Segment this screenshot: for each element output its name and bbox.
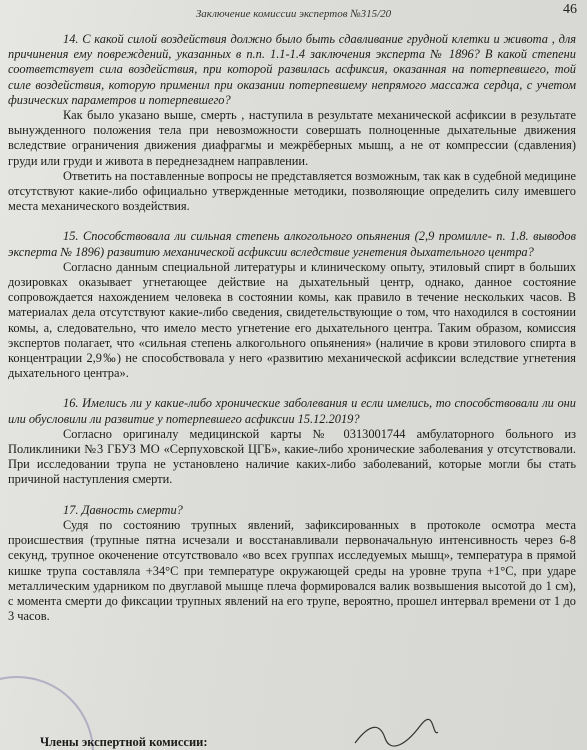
answer-14-paragraph-1: Как было указано выше, смерть , наступила в результате механической асфиксии в результате вынужденного положения тела при невозможности совершать полноценные дыхательные движения вследствие ограничения движения диафрагмы и межрёберных мышц, а не от компрессии (сдавления) груди или груди и живота в переднезаднем направлении. <box>8 108 576 168</box>
answer-16-paragraph-1: Согласно оригиналу медицинской карты № 0313001744 амбулаторного больного из Поликлиники №3 ГБУЗ МО «Серпуховской ЦГБ», какие-либо хронические заболевания у отсутствовали. При исследовании трупа не установлено наличие каких-либо заболеваний, которые могли бы стать причиной наступления смерти. <box>8 426 576 487</box>
document-body <box>8 32 576 624</box>
question-17: 17. Давность смерти? <box>63 502 183 517</box>
answer-17-paragraph-1: Судя по состоянию трупных явлений, зафиксированных в протоколе осмотра места происшествия (трупные пятна исчезали и восстанавливали первоначальную интенсивность через 6-8 секунд, трупное окоченение отсутствовало «во всех группах исследуемых мышц», температура в прямой кишке трупа составляла +34°С при температуре окружающей среды на уровне трупа +1°С, при ударе металлическим ударником по двуглавой мышце плеча формировался валик возвышения высотой до 1 см), с момента смерти до фиксации трупных явлений на его трупе, вероятно, прошел интервал времени от 1 до 3 часов. <box>8 517 576 624</box>
question-15: 15. Способствовала ли сильная степень алкогольного опьянения (2,9 промилле- п. 1.8. выводов эксперта № 1896) развитию механической асфиксии вследствие угнетения дыхательного центра? <box>8 229 576 259</box>
signatures-label: Члены экспертной комиссии: <box>40 735 208 749</box>
answer-14-paragraph-2: Ответить на поставленные вопросы не представляется возможным, так как в судебной медицине отсутствуют какие-либо официально утвержденные методики, позволяющие определить силу имевшего места механического воздействия. <box>8 168 576 214</box>
handwritten-signature <box>350 718 440 748</box>
page-number: 46 <box>563 2 577 17</box>
question-16: 16. Имелись ли у какие-либо хронические заболевания и если имелись, то способствовали ли они или обусловили ли развитие у потерпевшего асфиксии 15.12.2019? <box>8 396 576 426</box>
document-header: Заключение комиссии экспертов №315/20 <box>195 8 392 20</box>
question-14: 14. С какой силой воздействия должно было быть сдавливание грудной клетки и живота , для причинения ему повреждений, указанных в п.п. 1.1-1.4 заключения эксперта № 1896? В какой степени соответствует сила воздействия, при которой развилась асфиксия, оказанная на потерпевшего, той силе воздействия, которую применил при оказании потерпевшему непрямого массажа сердца, с учетом физических параметров и потерпевшего? <box>8 32 576 107</box>
answer-15-paragraph-1: Согласно данным специальной литературы и клиническому опыту, этиловый спирт в больших дозировках оказывает угнетающее действие на дыхательный центр, однако, данное состояние сопровождается нахождением человека в состоянии комы, как правило в течение нескольких часов. В материалах дела отсутствуют какие-либо сведения, свидетельствующие о том, что находился в состоянии комы, а, следовательно, что имело место угнетение его дыхательного центра. Таким образом, комиссия экспертов полагает, что «сильная степень алкогольного опьянения» (наличие в крови этилового спирта в концентрации 2,9‰) не способствовала у него «развитию механической асфиксии вследствие угнетения дыхательного центра». <box>8 259 576 381</box>
